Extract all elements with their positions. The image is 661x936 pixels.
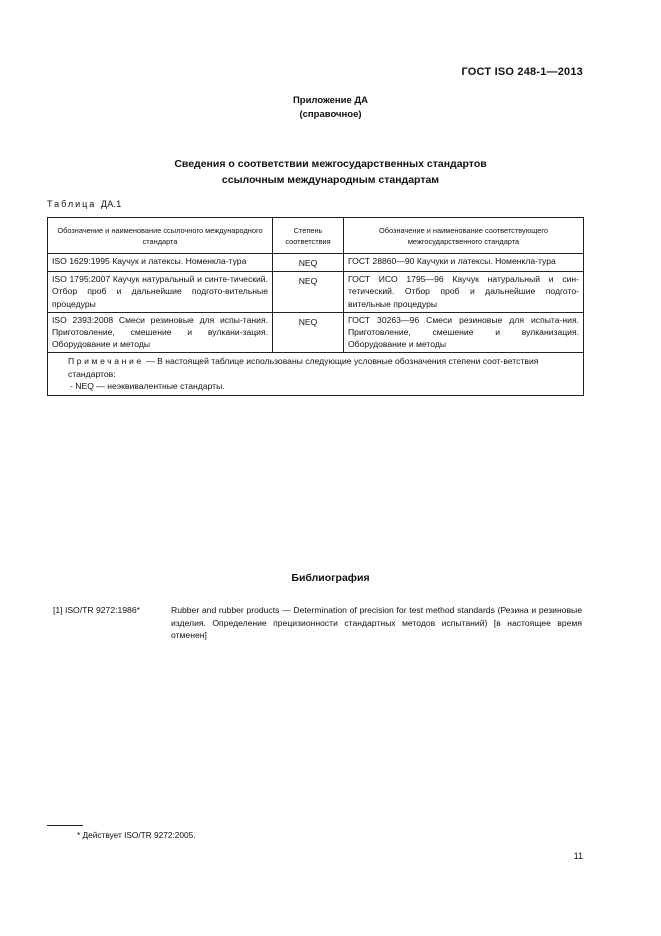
cell-international: ISO 1629:1995 Каучук и латексы. Номенкла-тура	[48, 254, 273, 272]
standard-code: ГОСТ ISO 248-1—2013	[461, 66, 583, 78]
header-interstate-standard: Обозначение и наименование соответствующего межгосударственного стандарта	[344, 218, 584, 254]
appendix-title: Приложение ДА	[292, 95, 369, 106]
cell-interstate: ГОСТ ИСО 1795—96 Каучук натуральный и син-тетический. Отбор проб и дальнейшие подгото-вительные процедуры	[344, 272, 584, 313]
cell-degree: NEQ	[273, 254, 344, 272]
page-number: 11	[573, 851, 583, 861]
footnote-divider	[47, 825, 83, 826]
correspondence-table	[47, 217, 584, 396]
bibliography-item-number: [1] ISO/TR 9272:1986*	[53, 605, 140, 615]
table-note	[48, 353, 584, 396]
table-row	[48, 254, 584, 272]
note-label: Примечание	[68, 356, 144, 367]
cell-international: ISO 2393:2008 Смеси резиновые для испы-тания. Приготовление, смешение и вулкани-зация. Оборудование и методы	[48, 312, 273, 353]
cell-degree: NEQ	[273, 312, 344, 353]
appendix-heading	[0, 94, 661, 122]
note-text: — В настоящей таблице использованы следующие условные обозначения степени соот-ветствия стандартов:	[68, 356, 539, 379]
header-degree: Степень соответствия	[273, 218, 344, 254]
table-header-row	[48, 218, 584, 254]
cell-interstate: ГОСТ 28860—90 Каучуки и латексы. Номенкла-тура	[344, 254, 584, 272]
header-international-standard: Обозначение и наименование ссылочного международного стандарта	[48, 218, 273, 254]
appendix-subtitle: (справочное)	[299, 109, 362, 120]
bibliography-item-text: Rubber and rubber products — Determination of precision for test method standards (Резина и резиновые изделия. Определение прецизионности стандартных методов испытаний) [в настоящее время отменен]	[171, 605, 582, 640]
table-row	[48, 272, 584, 313]
table-caption-word: Таблица	[47, 199, 97, 209]
section-title-line-2: ссылочным международным стандартам	[221, 174, 440, 186]
table-note-row	[48, 353, 584, 396]
cell-interstate: ГОСТ 30263—96 Смеси резиновые для испыта-ния. Приготовление, смешение и вулканизация. Оборудование и методы	[344, 312, 584, 353]
table-row	[48, 312, 584, 353]
note-item: - NEQ — неэквивалентные стандарты.	[70, 380, 225, 391]
section-title-line-1: Сведения о соответствии межгосударственных стандартов	[174, 158, 487, 170]
cell-degree: NEQ	[273, 272, 344, 313]
table-caption	[47, 199, 122, 209]
footnote: * Действует ISO/TR 9272:2005.	[77, 830, 196, 840]
bibliography-title: Библиография	[291, 572, 370, 584]
cell-international: ISO 1795:2007 Каучук натуральный и синте-тический. Отбор проб и дальнейшие подгото-вительные процедуры	[48, 272, 273, 313]
section-title	[0, 156, 661, 188]
table-caption-number: ДА.1	[100, 199, 122, 209]
